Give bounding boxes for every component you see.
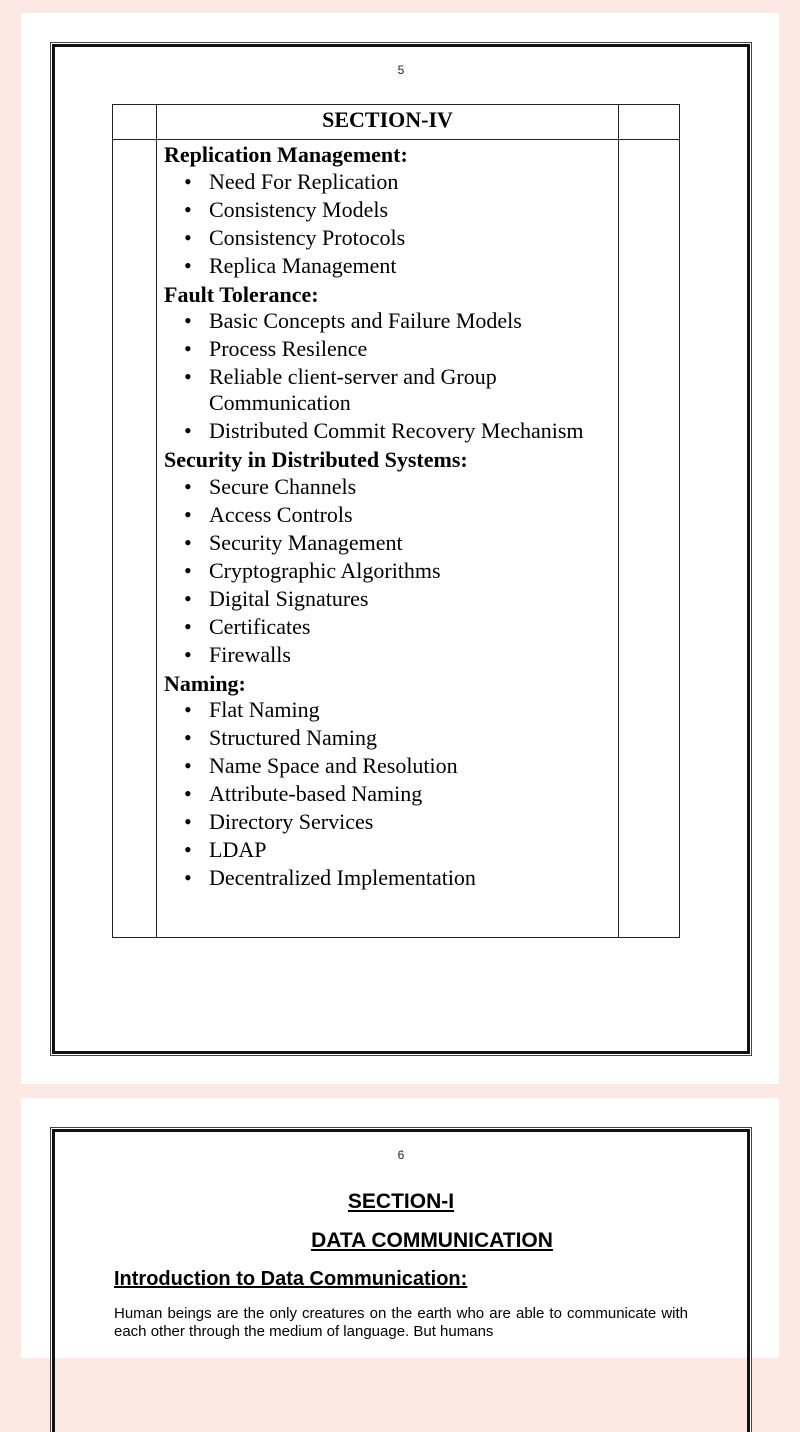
list-item: • Security Management (164, 530, 616, 556)
topic-list-naming (164, 697, 616, 891)
table-divider-right (618, 105, 619, 937)
list-item: • Cryptographic Algorithms (164, 558, 616, 584)
section-title: SECTION-IV (322, 107, 453, 132)
list-item: • Directory Services (164, 809, 616, 835)
intro-paragraph: Human beings are the only creatures on the earth who are able to communicate with each other through the medium of language. But humans (114, 1305, 688, 1340)
topic-heading-naming: Naming: (164, 670, 246, 696)
list-item: • Reliable client-server and Group Communication (164, 364, 509, 416)
list-item: • Distributed Commit Recovery Mechanism (164, 418, 616, 444)
table-header-divider (113, 139, 679, 140)
topic-heading-fault-tolerance: Fault Tolerance: (164, 281, 319, 307)
list-item: • Need For Replication (164, 169, 616, 195)
list-item: • Replica Management (164, 253, 616, 279)
page-number: 6 (397, 1148, 405, 1162)
table-divider-left (156, 105, 157, 937)
list-item: • Firewalls (164, 642, 616, 668)
section-title: SECTION-I (347, 1190, 455, 1213)
list-item: • Digital Signatures (164, 586, 616, 612)
document-page-5 (21, 13, 779, 1084)
list-item: • Secure Channels (164, 474, 616, 500)
list-item: • Basic Concepts and Failure Models (164, 308, 616, 334)
list-item: • LDAP (164, 837, 616, 863)
list-item: • Consistency Models (164, 197, 616, 223)
topic-heading-security: Security in Distributed Systems: (164, 447, 468, 472)
page-border-frame (52, 44, 750, 1054)
list-item: • Consistency Protocols (164, 225, 616, 251)
syllabus-table (112, 104, 680, 938)
topic-list-security (164, 474, 616, 668)
document-page-6 (21, 1098, 779, 1358)
topic-heading-replication: Replication Management: (164, 142, 408, 167)
page-border-frame (52, 1129, 750, 1432)
syllabus-content (164, 141, 616, 893)
list-item: • Name Space and Resolution (164, 753, 616, 779)
section-subtitle: DATA COMMUNICATION (311, 1229, 553, 1252)
topic-list-fault-tolerance (164, 308, 616, 444)
list-item: • Access Controls (164, 502, 616, 528)
list-item: • Process Resilence (164, 336, 616, 362)
list-item: • Flat Naming (164, 697, 616, 723)
list-item: • Certificates (164, 614, 616, 640)
intro-heading: Introduction to Data Communication: (114, 1268, 468, 1290)
list-item: • Structured Naming (164, 725, 616, 751)
list-item: • Attribute-based Naming (164, 781, 616, 807)
list-item: • Decentralized Implementation (164, 865, 616, 891)
topic-list-replication (164, 169, 616, 279)
page-number: 5 (397, 63, 405, 77)
